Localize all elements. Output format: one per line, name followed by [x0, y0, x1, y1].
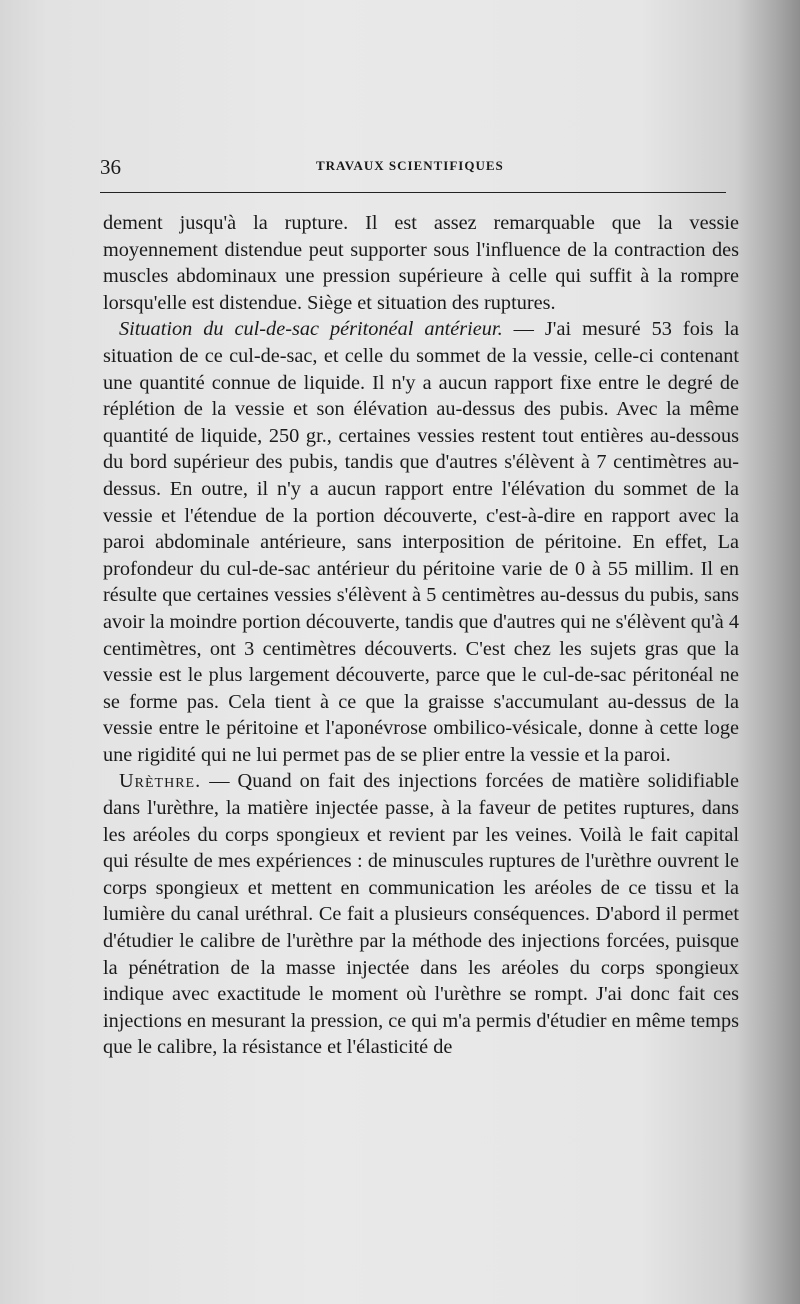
section-heading-urethre: Urèthre.: [119, 770, 202, 793]
paragraph-cul-de-sac-text: — J'ai mesuré 53 fois la situation de ce cul-de-sac, et celle du sommet de la vessie, celle-ci contenant une quantité connue de liquide. Il n'y a aucun rapport fixe entre le degré de réplétion de la vessie et son élévation au-dessus des pubis. Avec la même quantité de liquide, 250 gr., certaines vessies restent tout entières au-dessous du bord supérieur des pubis, tandis que d'autres s'élèvent à 7 centimètres au-dessus. En outre, il n'y a aucun rapport entre l'élévation du sommet de la vessie et l'étendue de la portion découverte, c'est-à-dire en rapport avec la paroi abdominale antérieure, sans interposition de péritoine. En effet, La profondeur du cul-de-sac antérieur du péritoine varie de 0 à 55 millim. Il en résulte que certaines vessies s'élèvent à 5 centimètres au-dessus du pubis, sans avoir la moindre portion découverte, tandis que d'autres qui ne s'élèvent qu'à 4 centimètres, ont 3 centimètres découverts. C'est chez les sujets gras que la vessie est le plus largement découverte, parce que le cul-de-sac péritonéal ne se forme pas. Cela tient à ce que la graisse s'accumulant au-dessus de la vessie entre le péritoine et l'aponévrose ombilico-vésicale, donne à cette loge une rigidité qui ne lui permet pas de se plier entre la vessie et la paroi.: [103, 318, 739, 766]
paragraph-cul-de-sac: [103, 316, 739, 768]
body-text: [103, 210, 739, 1061]
section-heading-cul-de-sac: Situation du cul-de-sac péritonéal antérieur.: [119, 318, 503, 341]
page-header: [100, 155, 726, 185]
header-rule: [100, 192, 726, 193]
paragraph-urethre: [103, 768, 739, 1061]
paragraph-urethre-text: — Quand on fait des injections forcées de matière solidifiable dans l'urèthre, la matière injectée passe, à la faveur de petites ruptures, dans les aréoles du corps spongieux et revient par les veines. Voilà le fait capital qui résulte de mes expériences : de minuscules ruptures de l'urèthre ouvrent le corps spongieux et mettent en communication les aréoles de ce tissu et la lumière du canal uréthral. Ce fait a plusieurs conséquences. D'abord il permet d'étudier le calibre de l'urèthre par la méthode des injections forcées, puisque la pénétration de la masse injectée dans les aréoles du corps spongieux indique avec exactitude le moment où l'urèthre se rompt. J'ai donc fait ces injections en mesurant la pression, ce qui m'a permis d'étudier en même temps que le calibre, la résistance et l'élasticité de: [103, 770, 739, 1059]
paragraph-continuation: dement jusqu'à la rupture. Il est assez remarquable que la vessie moyennement distendue peut supporter sous l'influence de la contraction des muscles abdominaux une pression supérieure à celle qui suffit à la rompre lorsqu'elle est distendue. Siège et situation des ruptures.: [103, 212, 739, 314]
running-head: TRAVAUX SCIENTIFIQUES: [316, 158, 504, 173]
page-number: 36: [100, 155, 121, 179]
